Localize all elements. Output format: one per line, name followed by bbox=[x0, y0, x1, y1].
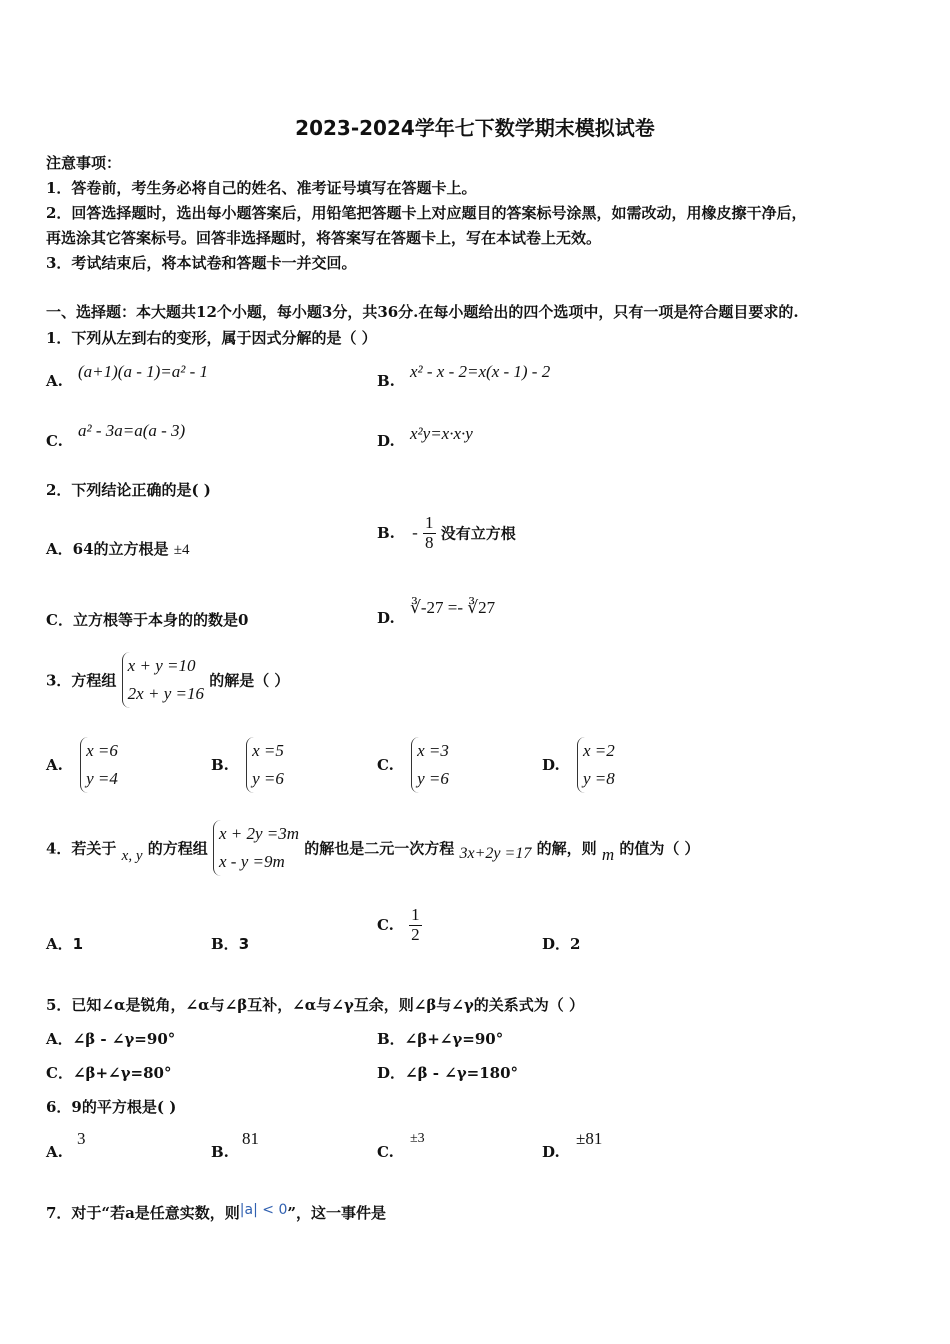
q3-stem bbox=[46, 652, 289, 708]
q4-option-a-value: 1 bbox=[72, 935, 84, 953]
notice-item-2-cont: 再选涂其它答案标号。回答非选择题时，将答案写在答题卡上，写在本试卷上无效。 bbox=[46, 229, 602, 247]
q4-option-a bbox=[46, 933, 83, 954]
q3-option-d bbox=[542, 737, 615, 793]
q6-option-c-value: ±3 bbox=[410, 1131, 425, 1146]
q1-option-a-label: A. bbox=[46, 372, 63, 390]
q1-stem: 1．下列从左到右的变形，属于因式分解的是（ ） bbox=[46, 329, 377, 347]
q7-stem bbox=[46, 1202, 386, 1223]
section-heading: 一、选择题：本大题共12个小题，每小题3分，共36分.在每小题给出的四个选项中，只有一项是符合题目要求的. bbox=[46, 303, 799, 321]
q2-option-a bbox=[46, 538, 189, 559]
q3-option-b-label: B. bbox=[211, 756, 229, 774]
q2-option-a-math: ±4 bbox=[173, 542, 190, 558]
q6-option-b-value: 81 bbox=[242, 1129, 259, 1148]
q2-option-c: C．立方根等于本身的的数是0 bbox=[46, 611, 249, 629]
q2-option-b-denominator: 8 bbox=[425, 532, 434, 552]
q5-option-a: A．∠β - ∠γ=90° bbox=[46, 1030, 176, 1048]
q2-stem: 2．下列结论正确的是( ) bbox=[46, 481, 211, 499]
q3-option-a bbox=[46, 737, 118, 793]
notice-item-1: 1．答卷前，考生务必将自己的姓名、准考证号填写在答题卡上。 bbox=[46, 179, 477, 197]
q6-option-b-label: B. bbox=[211, 1143, 229, 1161]
q4-option-b-label: B． bbox=[211, 935, 239, 953]
q3-option-c-y: y =6 bbox=[417, 769, 449, 788]
q4-m: m bbox=[601, 845, 615, 864]
q3-option-a-system bbox=[80, 737, 118, 793]
q7-post: ”，这一事件是 bbox=[287, 1204, 386, 1222]
notice-heading: 注意事项： bbox=[46, 154, 122, 172]
q4-mid: 的方程组 bbox=[147, 839, 208, 858]
q6-option-a-value: 3 bbox=[77, 1129, 86, 1148]
q6-option-c-label: C. bbox=[377, 1143, 394, 1161]
q3-option-b-system bbox=[246, 737, 284, 793]
q3-option-b bbox=[211, 737, 284, 793]
q2-option-b bbox=[377, 514, 516, 552]
q2-option-b-minus: - bbox=[412, 523, 418, 543]
q2-option-b-fraction bbox=[423, 514, 436, 552]
q2-option-b-numerator: 1 bbox=[425, 513, 434, 532]
q3-option-c-system bbox=[411, 737, 449, 793]
q2-option-d-expr: ∛-27 =- ∛27 bbox=[410, 598, 496, 617]
q4-eq2: x - y =9m bbox=[218, 852, 285, 871]
q4-stem bbox=[46, 820, 700, 876]
q5-stem: 5．已知∠α是锐角，∠α与∠β互补，∠α与∠γ互余，则∠β与∠γ的关系式为（ ） bbox=[46, 996, 584, 1014]
q4-option-d: D．2 bbox=[542, 935, 581, 953]
q6-option-a-label: A. bbox=[46, 1143, 63, 1161]
q4-eq1: x + 2y =3m bbox=[218, 824, 300, 843]
q6-option-d-value: ±81 bbox=[576, 1129, 603, 1148]
q6-stem: 6．9的平方根是( ) bbox=[46, 1098, 177, 1116]
q7-pre: 7．对于“若a是任意实数，则 bbox=[46, 1204, 240, 1222]
q3-eq2: 2x + y =16 bbox=[127, 684, 204, 703]
q4-option-c-fraction bbox=[409, 906, 422, 944]
q3-option-b-y: y =6 bbox=[252, 769, 284, 788]
notice-item-2: 2．回答选择题时，选出每小题答案后，用铅笔把答题卡上对应题目的答案标号涂黑，如需改动，用橡皮擦干净后， bbox=[46, 204, 807, 222]
q3-option-d-x: x =2 bbox=[582, 741, 615, 760]
q3-option-c-label: C. bbox=[377, 756, 394, 774]
q4-option-c-denominator: 2 bbox=[411, 924, 420, 944]
q1-option-a-expr: (a+1)(a - 1)=a² - 1 bbox=[78, 362, 209, 381]
q1-option-d-expr: x²y=x·x·y bbox=[410, 424, 473, 443]
q3-option-a-label: A. bbox=[46, 756, 63, 774]
q4-vars: x, y bbox=[121, 848, 143, 864]
q4-system bbox=[213, 820, 299, 876]
q1-option-b-expr: x² - x - 2=x(x - 1) - 2 bbox=[410, 362, 551, 381]
q5-option-c: C．∠β+∠γ=80° bbox=[46, 1064, 172, 1082]
q4-option-a-label: A． bbox=[46, 935, 73, 953]
q6-option-d-label: D. bbox=[542, 1143, 560, 1161]
q3-system bbox=[122, 652, 204, 708]
q4-option-b bbox=[211, 933, 249, 954]
q4-post: 的值为（ ） bbox=[619, 839, 700, 858]
q5-option-b: B．∠β+∠γ=90° bbox=[377, 1030, 504, 1048]
q3-stem-post: 的解是（ ） bbox=[209, 671, 290, 690]
q3-option-c-x: x =3 bbox=[417, 741, 449, 760]
q3-eq1: x + y =10 bbox=[127, 656, 196, 675]
q2-option-b-label: B. bbox=[377, 524, 395, 543]
q2-option-b-text: 没有立方根 bbox=[440, 524, 516, 543]
q3-option-c bbox=[377, 737, 449, 793]
q4-pre: 4．若关于 bbox=[46, 839, 117, 858]
q1-option-c-label: C. bbox=[46, 432, 63, 450]
q4-option-c bbox=[377, 906, 422, 944]
q3-option-b-x: x =5 bbox=[252, 741, 284, 760]
q1-option-b-label: B. bbox=[377, 372, 395, 390]
q2-option-a-text: A．64的立方根是 bbox=[46, 540, 169, 558]
q3-option-a-x: x =6 bbox=[86, 741, 118, 760]
q4-mid3: 的解，则 bbox=[536, 839, 597, 858]
q4-option-b-value: 3 bbox=[238, 935, 250, 953]
q4-eq3: 3x+2y =17 bbox=[459, 845, 532, 862]
q4-option-c-numerator: 1 bbox=[411, 905, 420, 924]
q1-option-d-label: D. bbox=[377, 432, 395, 450]
q3-option-a-y: y =4 bbox=[86, 769, 118, 788]
q7-expr: |a| < 0 bbox=[239, 1202, 288, 1218]
q4-option-c-label: C. bbox=[377, 916, 394, 935]
page-title: 2023-2024学年七下数学期末模拟试卷 bbox=[295, 116, 655, 140]
q2-option-d-label: D. bbox=[377, 609, 395, 627]
q3-stem-pre: 3．方程组 bbox=[46, 671, 117, 690]
q1-option-c-expr: a² - 3a=a(a - 3) bbox=[78, 421, 186, 440]
q4-mid2: 的解也是二元一次方程 bbox=[304, 839, 455, 858]
q5-option-d: D．∠β - ∠γ=180° bbox=[377, 1064, 519, 1082]
q3-option-d-label: D. bbox=[542, 756, 560, 774]
notice-item-3: 3．考试结束后，将本试卷和答题卡一并交回。 bbox=[46, 254, 357, 272]
q3-option-d-system bbox=[577, 737, 615, 793]
q3-option-d-y: y =8 bbox=[582, 769, 615, 788]
